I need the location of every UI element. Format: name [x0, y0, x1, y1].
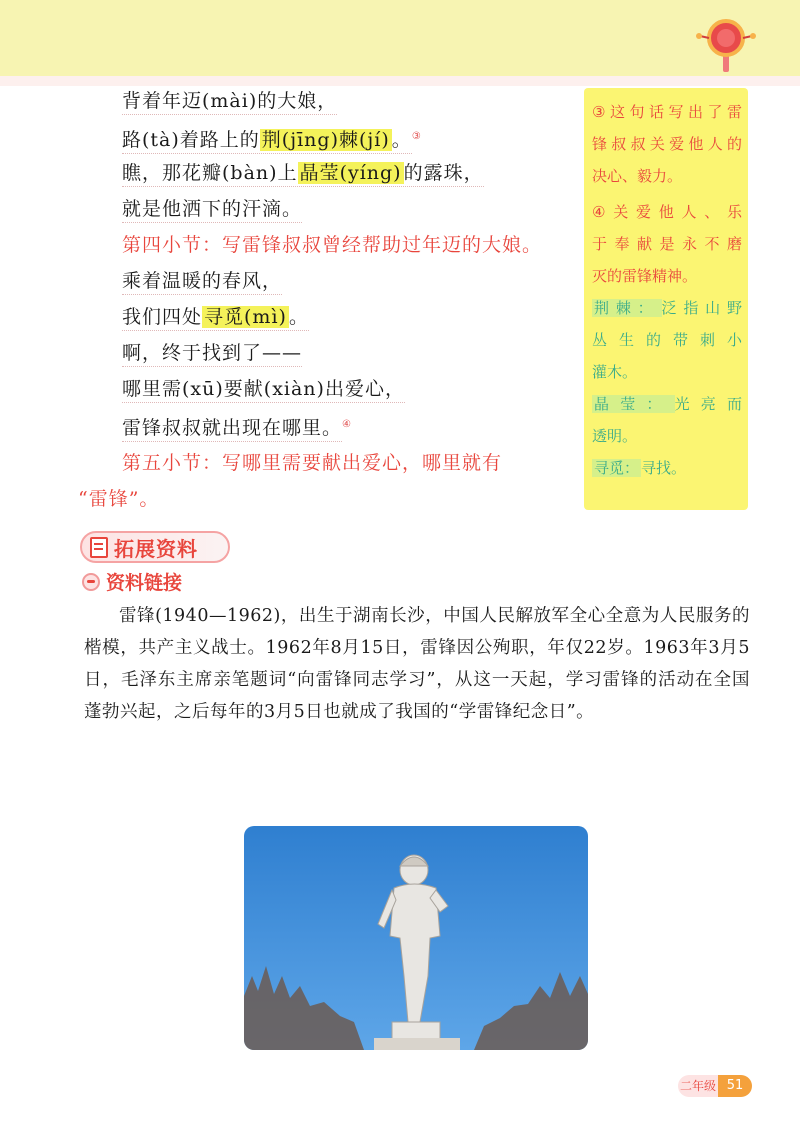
note-line-7-rest: 泛指山野 — [661, 299, 742, 317]
poem-line-4 — [122, 194, 302, 224]
note-line-10 — [592, 388, 742, 420]
note-line-4: ④关爱他人、乐 — [592, 203, 742, 221]
intro-paragraph: 雷锋(1940—1962)，出生于湖南长沙，中国人民解放军全心全意为人民服务的楷模，共产主义战士。1962年8月15日，雷锋因公殉职，年仅22岁。1963年3月5日，毛泽东主席亲笔题词“向雷锋同志学习”，从这一天起，学习雷锋的活动在全国蓬勃兴起，之后每年的3月5日也就成了我国的“学雷锋纪念日”。 — [84, 606, 750, 722]
sub-title: 资料链接 — [106, 572, 183, 594]
note-line-6: 灭的雷锋精神。 — [592, 267, 698, 285]
header-band — [0, 0, 800, 78]
highlight-xunmi: 寻觅(mì) — [204, 306, 287, 328]
poem-note-stanza-5-text: 第五小节：写哪里需要献出爱心，哪里就有 — [122, 452, 503, 474]
note-line-11: 透明。 — [592, 427, 638, 445]
footnote-mark-4: ④ — [342, 419, 352, 430]
poem-line-8 — [122, 338, 302, 368]
poem-line-1 — [122, 86, 337, 116]
note-term-xunmi: 寻觅： — [594, 459, 640, 477]
page-number: 51 — [718, 1075, 752, 1097]
poem-note-stanza-4 — [122, 230, 542, 260]
bullet-icon — [82, 573, 100, 591]
poem-line-2-text-a: 路(tà)着路上的 — [122, 129, 260, 152]
poem-line-9-text: 哪里需(xū)要献(xiàn)出爱心， — [122, 378, 405, 403]
poem-line-7-text-b: 。 — [288, 306, 309, 328]
poem-line-7-text-a: 我们四处 — [122, 306, 203, 328]
lei-feng-statue-photo — [244, 826, 588, 1050]
poem-line-4-text: 就是他洒下的汗滴。 — [122, 198, 302, 223]
poem-line-6-text: 乘着温暖的春风， — [122, 270, 282, 295]
note-term-jingji: 荆棘： — [594, 299, 660, 317]
poem-line-3-text-a: 瞧，那花瓣(bàn)上 — [122, 162, 298, 184]
footnote-mark-3: ③ — [411, 131, 422, 142]
note-line-8: 丛生的带刺小 — [592, 331, 742, 349]
grade-label: 二年级 — [678, 1075, 718, 1097]
poem-line-10 — [122, 410, 352, 443]
poem-line-7 — [122, 302, 309, 332]
poem-line-2-text-b: 。 — [391, 129, 412, 152]
note-line-9: 灌木。 — [592, 363, 638, 381]
note-line-2: 锋叔叔关爱他人的 — [592, 135, 742, 153]
poem-line-9 — [122, 374, 405, 404]
header-band-lower — [0, 76, 800, 86]
document-icon — [90, 537, 108, 558]
note-line-10-rest: 光亮而 — [674, 395, 742, 413]
note-line-3: 决心、毅力。 — [592, 167, 683, 185]
poem-line-8-text: 啊，终于找到了—— — [122, 342, 302, 367]
note-line-7 — [592, 292, 742, 324]
poem-note-stanza-5 — [122, 448, 502, 478]
poem-line-10-text: 雷锋叔叔就出现在哪里。 — [122, 417, 342, 442]
poem-line-6 — [122, 266, 282, 296]
note-line-12-rest: 寻找。 — [641, 459, 687, 477]
poem-note-stanza-4-text: 第四小节：写雷锋叔叔曾经帮助过年迈的大娘。 — [122, 234, 543, 256]
section-header — [80, 527, 232, 563]
page-number-tab — [678, 1075, 752, 1097]
poem-note-stanza-5-cont — [78, 484, 159, 514]
poem-line-3-text-b: 的露珠， — [403, 162, 484, 184]
note-term-jingying: 晶莹： — [594, 395, 673, 413]
highlight-jingji: 荆(jīng)棘(jí) — [261, 129, 390, 152]
rattle-drum-icon — [694, 14, 758, 74]
note-line-12 — [592, 452, 742, 484]
section-title: 拓展资料 — [114, 537, 198, 561]
highlight-jingying: 晶莹(yíng) — [299, 162, 402, 184]
poem-line-3 — [122, 158, 484, 188]
note-line-1: ③这句话写出了雷 — [592, 103, 742, 121]
poem-line-2 — [122, 122, 422, 155]
poem-line-1-text: 背着年迈(mài)的大娘， — [122, 90, 337, 115]
note-line-5: 于奉献是永不磨 — [592, 235, 742, 253]
poem-note-stanza-5-cont-text: “雷锋”。 — [78, 488, 160, 510]
